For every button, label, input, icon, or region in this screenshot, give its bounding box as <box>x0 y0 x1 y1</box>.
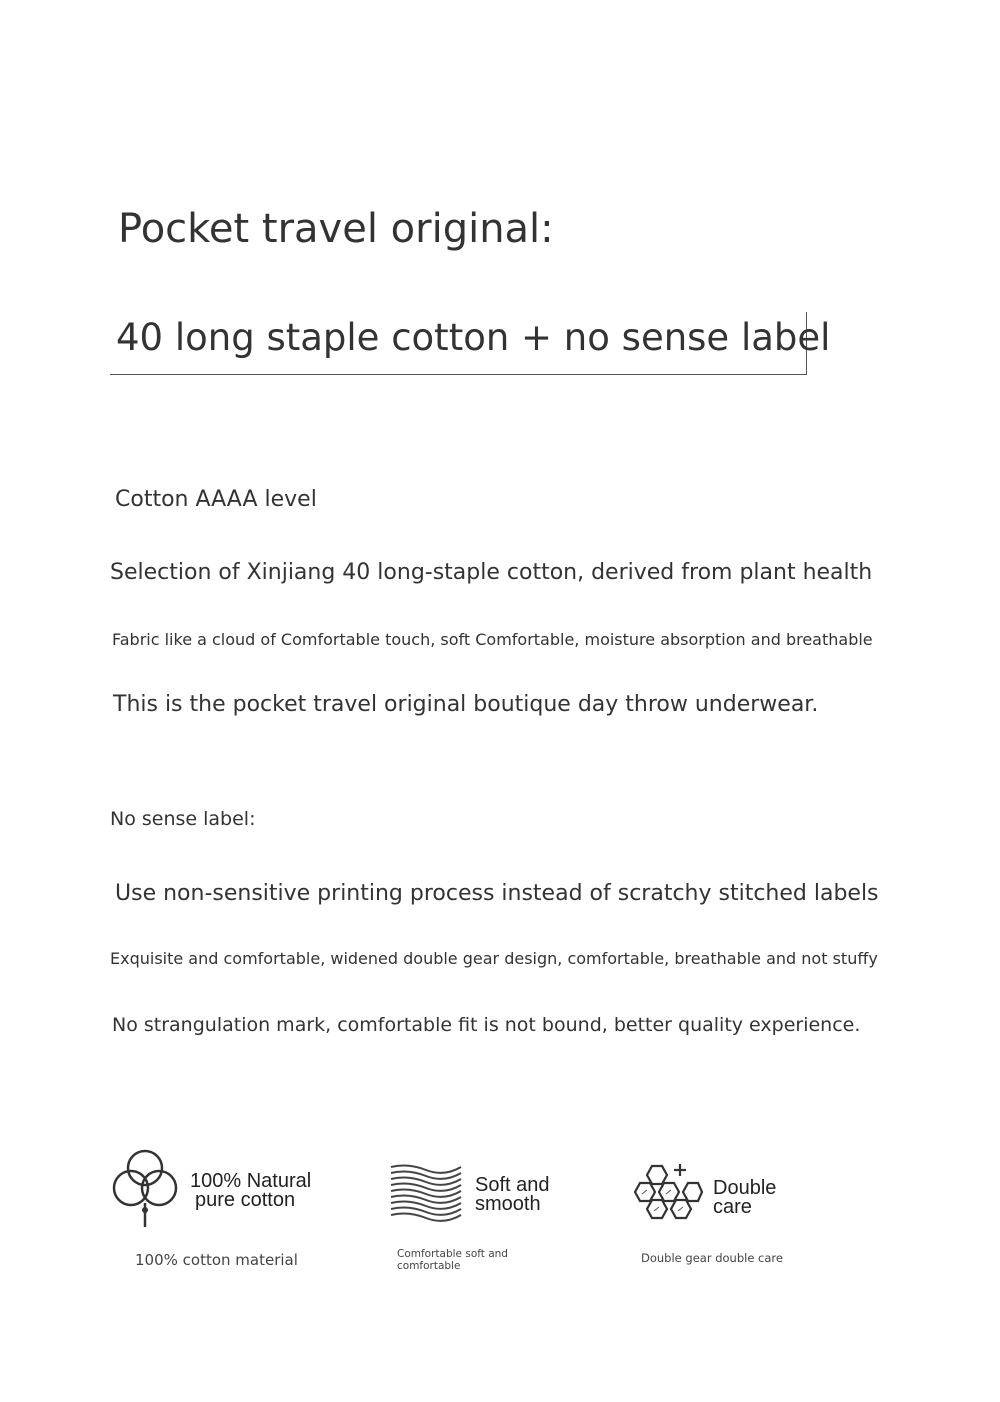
feature-caption: Comfortable soft and comfortable <box>397 1248 508 1272</box>
feature-caption: 100% cotton material <box>135 1251 298 1269</box>
wave-lines-icon <box>390 1164 462 1220</box>
honeycomb-icon <box>630 1162 702 1222</box>
cotton-line-2: Fabric like a cloud of Comfortable touch, soft Comfortable, moisture absorption and breathable <box>112 630 873 649</box>
cotton-circles-icon <box>112 1148 178 1230</box>
cotton-heading: Cotton AAAA level <box>115 487 317 512</box>
label-heading: No sense label: <box>110 808 256 830</box>
cotton-line-1: Selection of Xinjiang 40 long-staple cotton, derived from plant health <box>110 560 873 585</box>
feature-label-line2: pure cotton <box>195 1189 296 1211</box>
label-line-1: Use non-sensitive printing process instead of scratchy stitched labels <box>115 881 879 906</box>
feature-label-line1: 100% Natural <box>190 1170 312 1192</box>
feature-label-line1: Soft and <box>475 1174 550 1196</box>
label-line-2: Exquisite and comfortable, widened double gear design, comfortable, breathable and not stuffy <box>110 949 878 968</box>
cotton-line-3: This is the pocket travel original boutique day throw underwear. <box>113 692 819 717</box>
feature-label-line2: care <box>713 1196 752 1218</box>
label-line-3: No strangulation mark, comfortable fit is not bound, better quality experience. <box>112 1014 861 1036</box>
page-subtitle: 40 long staple cotton + no sense label <box>116 316 831 359</box>
feature-caption: Double gear double care <box>641 1251 783 1265</box>
feature-label-line1: Double <box>713 1177 777 1199</box>
page-title: Pocket travel original: <box>118 206 554 252</box>
feature-label-line2: smooth <box>475 1193 541 1215</box>
